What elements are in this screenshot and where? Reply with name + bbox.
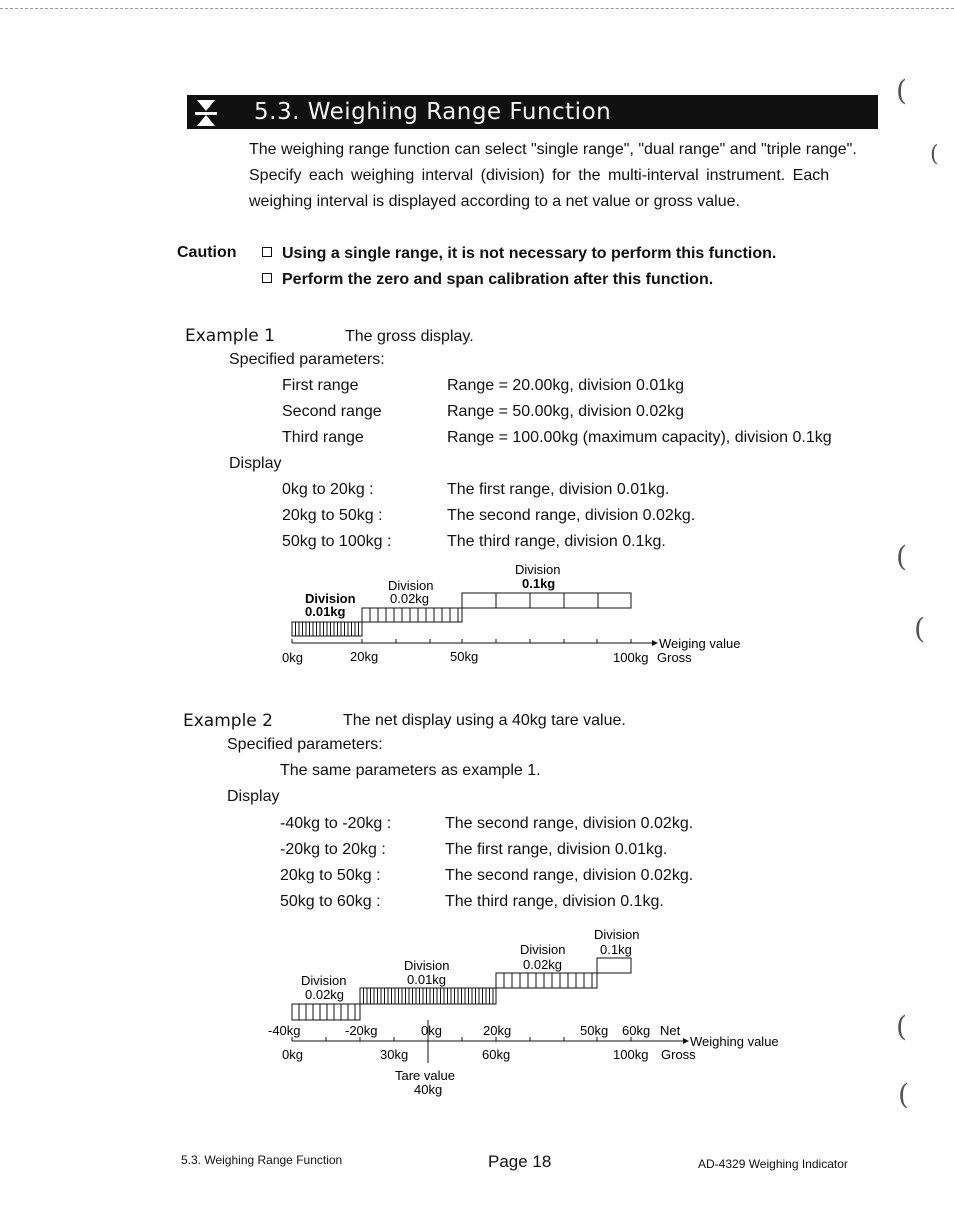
- caution-item-text: Perform the zero and span calibration after this function.: [282, 271, 714, 288]
- caution-item-text: Using a single range, it is not necessary to perform this function.: [282, 245, 777, 262]
- example-2-title: The net display using a 40kg tare value.: [343, 712, 626, 729]
- division-label: Division: [305, 591, 356, 606]
- net-tick-label: 20kg: [483, 1023, 512, 1038]
- param-value: Range = 50.00kg, division 0.02kg: [447, 403, 685, 420]
- division-label: Division: [515, 562, 561, 577]
- intro-line-3: weighing interval is displayed according to a net value or gross value.: [249, 193, 740, 210]
- display-label: Display: [227, 788, 280, 805]
- param-name: Third range: [282, 429, 364, 446]
- net-tick-label: 50kg: [580, 1023, 609, 1038]
- range-bar: [292, 1004, 360, 1020]
- example-1-label: Example 1: [185, 326, 275, 346]
- range-bar: [496, 973, 597, 988]
- division-value: 0.02kg: [305, 987, 345, 1002]
- gross-tick-label: 30kg: [380, 1047, 409, 1062]
- division-value: 0.02kg: [523, 957, 563, 972]
- gross-tick-label: 60kg: [482, 1047, 511, 1062]
- division-value: 0.01kg: [305, 604, 346, 619]
- display-desc: The second range, division 0.02kg.: [447, 507, 696, 524]
- display-desc: The second range, division 0.02kg.: [445, 867, 694, 884]
- margin-punch-mark: (: [898, 1078, 909, 1111]
- intro-line-1: The weighing range function can select "single range", "dual range" and "triple range".: [249, 141, 857, 158]
- net-tick-label: 0kg: [421, 1023, 442, 1038]
- tare-value: 40kg: [414, 1082, 443, 1097]
- tick-label: 50kg: [450, 649, 479, 664]
- gross-tick-label: 100kg: [613, 1047, 649, 1062]
- division-label: Division: [404, 958, 450, 973]
- division-label: Division: [594, 927, 640, 942]
- axis-label: Weiging value: [659, 636, 741, 651]
- tick-label: 20kg: [350, 649, 379, 664]
- axis-arrow-icon: [683, 1038, 689, 1044]
- gross-tick-label: 0kg: [282, 1047, 303, 1062]
- axis-label: Weighing value: [690, 1034, 779, 1049]
- division-value: 0.02kg: [390, 591, 430, 606]
- tick-label: 100kg: [613, 650, 649, 665]
- display-label: Display: [229, 455, 282, 472]
- display-range: -20kg to 20kg :: [280, 841, 386, 858]
- display-range: 20kg to 50kg :: [282, 507, 383, 524]
- division-label: Division: [388, 578, 434, 593]
- division-value: 0.1kg: [600, 942, 632, 957]
- param-value: Range = 100.00kg (maximum capacity), division 0.1kg: [447, 429, 832, 446]
- param-value: Range = 20.00kg, division 0.01kg: [447, 377, 685, 394]
- net-label: Net: [660, 1023, 681, 1038]
- example-2-label: Example 2: [183, 711, 273, 731]
- footer-section: 5.3. Weighing Range Function: [181, 1153, 343, 1167]
- margin-punch-mark: (: [896, 540, 907, 573]
- range-bar: [597, 958, 631, 973]
- display-desc: The second range, division 0.02kg.: [445, 815, 694, 832]
- display-range: 20kg to 50kg :: [280, 867, 381, 884]
- display-desc: The third range, division 0.1kg.: [445, 893, 664, 910]
- tick-label: 0kg: [282, 650, 303, 665]
- net-tick-label: -40kg: [268, 1023, 301, 1038]
- specified-parameters-label: Specified parameters:: [227, 736, 383, 753]
- division-label: Division: [301, 973, 347, 988]
- param-name: Second range: [282, 403, 382, 420]
- display-range: -40kg to -20kg :: [280, 815, 392, 832]
- footer-page-number: Page 18: [488, 1152, 552, 1171]
- example-1-title: The gross display.: [345, 328, 474, 345]
- tare-label: Tare value: [395, 1068, 455, 1083]
- net-tick-label: 60kg: [622, 1023, 651, 1038]
- section-title: 5.3. Weighing Range Function: [254, 99, 612, 125]
- division-value: 0.01kg: [407, 972, 447, 987]
- margin-punch-mark: (: [930, 142, 939, 167]
- margin-punch-mark: (: [914, 612, 925, 645]
- param-name: First range: [282, 377, 359, 394]
- intro-line-2: Specify each weighing interval (division) for the multi-interval instrument. Each: [249, 167, 830, 184]
- display-desc: The first range, division 0.01kg.: [447, 481, 670, 498]
- display-desc: The first range, division 0.01kg.: [445, 841, 668, 858]
- display-desc: The third range, division 0.1kg.: [447, 533, 666, 550]
- margin-punch-mark: (: [896, 1010, 907, 1043]
- display-range: 50kg to 100kg :: [282, 533, 392, 550]
- footer-product: AD-4329 Weighing Indicator: [698, 1157, 848, 1171]
- same-parameters-note: The same parameters as example 1.: [280, 762, 541, 779]
- margin-punch-mark: (: [896, 74, 907, 107]
- gross-label: Gross: [657, 650, 692, 665]
- net-tick-label: -20kg: [345, 1023, 378, 1038]
- caution-label: Caution: [177, 244, 237, 261]
- display-range: 50kg to 60kg :: [280, 893, 381, 910]
- gross-label: Gross: [661, 1047, 696, 1062]
- division-value: 0.1kg: [522, 576, 556, 591]
- display-range: 0kg to 20kg :: [282, 481, 374, 498]
- specified-parameters-label: Specified parameters:: [229, 351, 385, 368]
- division-label: Division: [520, 942, 566, 957]
